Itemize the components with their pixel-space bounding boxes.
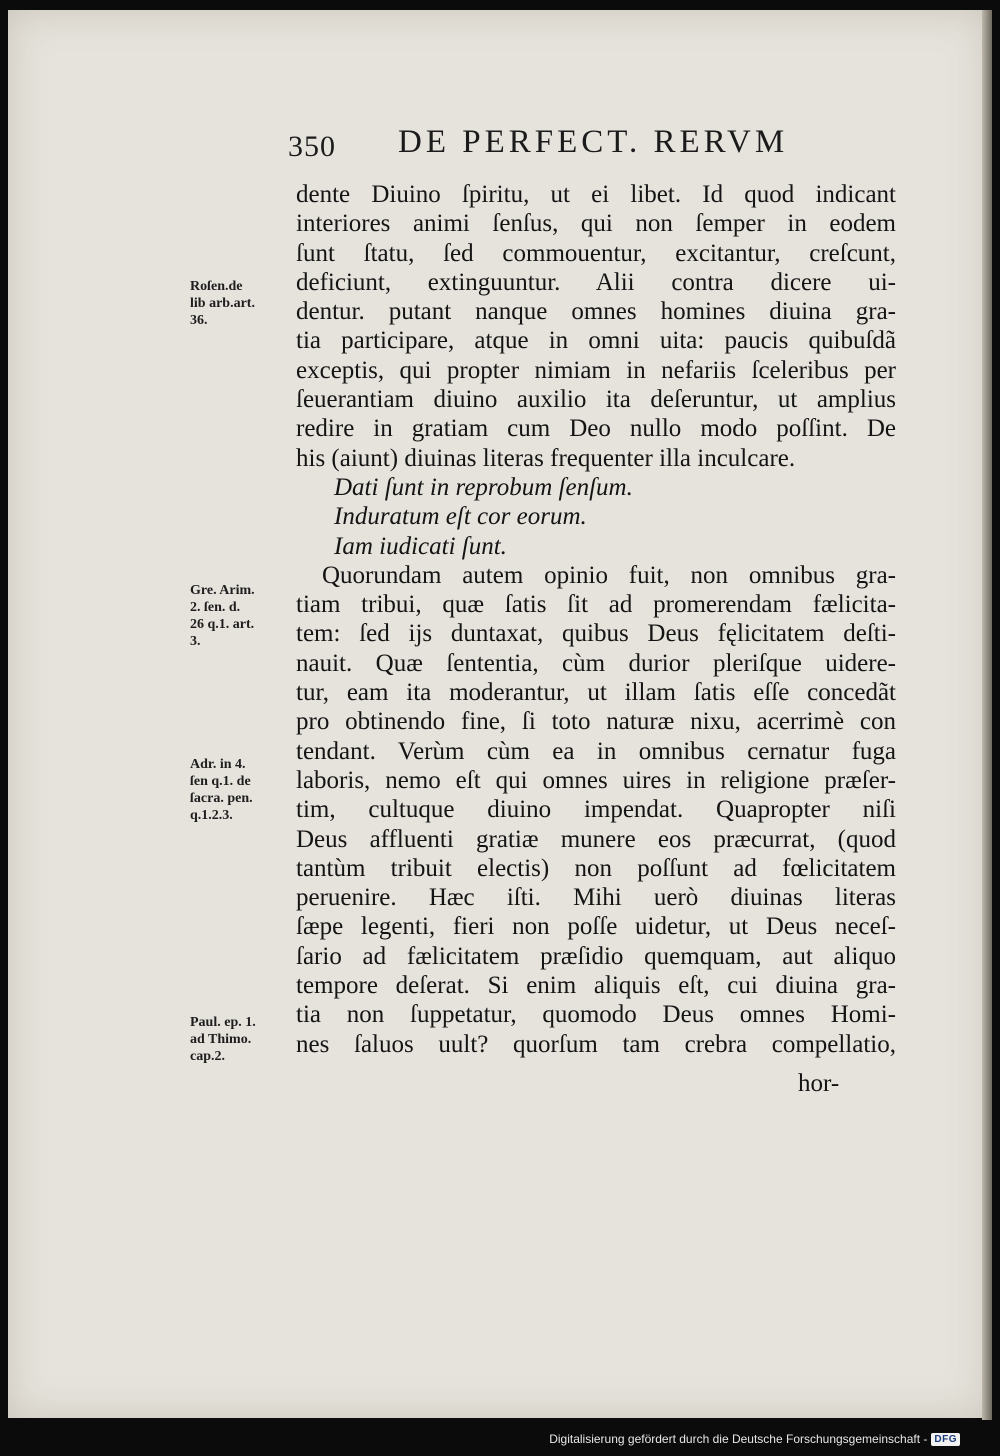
margin-note-gre-arim xyxy=(190,582,298,650)
text-line: nes ſaluos uult? quorſum tam crebra compellatio, xyxy=(296,1030,896,1058)
text-line: Deus affluenti gratiæ munere eos præcurrat, (quod xyxy=(296,825,896,853)
margin-note-line: q.1.2.3. xyxy=(190,808,233,823)
page-header xyxy=(8,122,988,166)
text-line: ſario ad fælicitatem præſidio quemquam, aut aliquo xyxy=(296,942,896,970)
running-title: DE PERFECT. RERVM xyxy=(398,124,789,160)
text-line: Dati ſunt in reprobum ſenſum. xyxy=(334,473,633,501)
margin-note-rosen xyxy=(190,278,298,329)
margin-note-line: 2. ſen. d. xyxy=(190,600,241,615)
page-number: 350 xyxy=(288,130,336,163)
text-line: tia participare, atque in omni uita: paucis quibuſdã xyxy=(296,327,896,355)
text-line: tem: ſed ijs duntaxat, quibus Deus fęlicitatem deſti- xyxy=(296,620,896,648)
catchword: hor- xyxy=(798,1070,840,1097)
text-line: tur, eam ita moderantur, ut illam ſatis eſſe concedãt xyxy=(296,679,896,707)
text-line: deficiunt, extinguuntur. Alii contra dicere ui- xyxy=(296,268,896,296)
digitization-credit xyxy=(549,1428,960,1450)
text-line: laboris, nemo eſt qui omnes uires in religione præſer- xyxy=(296,766,896,794)
text-line: tantùm tribuit electis) non poſſunt ad fœlicitatem xyxy=(296,854,896,882)
text-line: redire in gratiam cum Deo nullo modo poſſint. De xyxy=(296,415,896,443)
text-line: dente Diuino ſpiritu, ut ei libet. Id quod indicant xyxy=(296,181,896,208)
margin-note-line: Adr. in 4. xyxy=(190,757,246,772)
margin-note-line: 36. xyxy=(190,313,208,328)
margin-note-line: ſen q.1. de xyxy=(190,774,251,789)
margin-note-line: ad Thimo. xyxy=(190,1032,252,1047)
margin-note-line: Paul. ep. 1. xyxy=(190,1015,256,1030)
margin-note-line: ſacra. pen. xyxy=(190,791,253,806)
page-edge xyxy=(982,10,992,1420)
text-line: tiam tribui, quæ ſatis ſit ad promerendam fælicita- xyxy=(296,591,896,619)
text-line: Induratum eſt cor eorum. xyxy=(334,503,587,531)
text-line: tia non ſuppetatur, quomodo Deus omnes Homi- xyxy=(296,1001,896,1029)
text-line: ſeuerantiam diuino auxilio ita deſeruntur, ut amplius xyxy=(296,386,896,414)
text-line: tempore deſerat. Si enim aliquis eſt, cui diuina gra- xyxy=(296,972,896,1000)
text-line: peruenire. Hæc iſti. Mihi uerò diuinas literas xyxy=(296,884,896,912)
margin-note-line: lib arb.art. xyxy=(190,296,255,311)
margin-note-line: cap.2. xyxy=(190,1049,225,1064)
text-line: exceptis, qui propter nimiam in nefariis ſceleribus per xyxy=(296,356,896,384)
text-line: Quorundam autem opinio fuit, non omnibus gra- xyxy=(322,561,896,589)
text-line: tendant. Verùm cùm ea in omnibus cernatur fuga xyxy=(296,737,896,765)
book-page xyxy=(8,10,988,1418)
margin-note-line: 3. xyxy=(190,634,201,649)
credit-text: Digitalisierung gefördert durch die Deutsche Forschungsgemeinschaft - xyxy=(549,1432,928,1446)
dfg-logo-icon: DFG xyxy=(931,1433,960,1446)
margin-note-adr xyxy=(190,756,298,824)
text-line: pro obtinendo fine, ſi toto naturæ nixu, acerrimè con xyxy=(296,708,896,736)
text-line: ſæpe legenti, fieri non poſſe uidetur, ut Deus neceſ- xyxy=(296,913,896,941)
text-line: dentur. putant nanque omnes homines diuina gra- xyxy=(296,298,896,326)
text-line: nauit. Quæ ſententia, cùm durior pleriſque uidere- xyxy=(296,649,896,677)
text-line: tim, cultuque diuino impendat. Quapropter niſi xyxy=(296,796,896,824)
body-text xyxy=(296,180,896,1059)
margin-note-line: Gre. Arim. xyxy=(190,583,255,598)
text-line: ſunt ſtatu, ſed commouentur, excitantur, creſcunt, xyxy=(296,239,896,267)
margin-note-paul xyxy=(190,1014,298,1065)
text-line: interiores animi ſenſus, qui non ſemper in eodem xyxy=(296,210,896,238)
text-line: his (aiunt) diuinas literas frequenter illa inculcare. xyxy=(296,444,796,472)
margin-note-line: Roſen.de xyxy=(190,279,243,294)
text-line: Iam iudicati ſunt. xyxy=(334,532,507,560)
margin-note-line: 26 q.1. art. xyxy=(190,617,255,632)
